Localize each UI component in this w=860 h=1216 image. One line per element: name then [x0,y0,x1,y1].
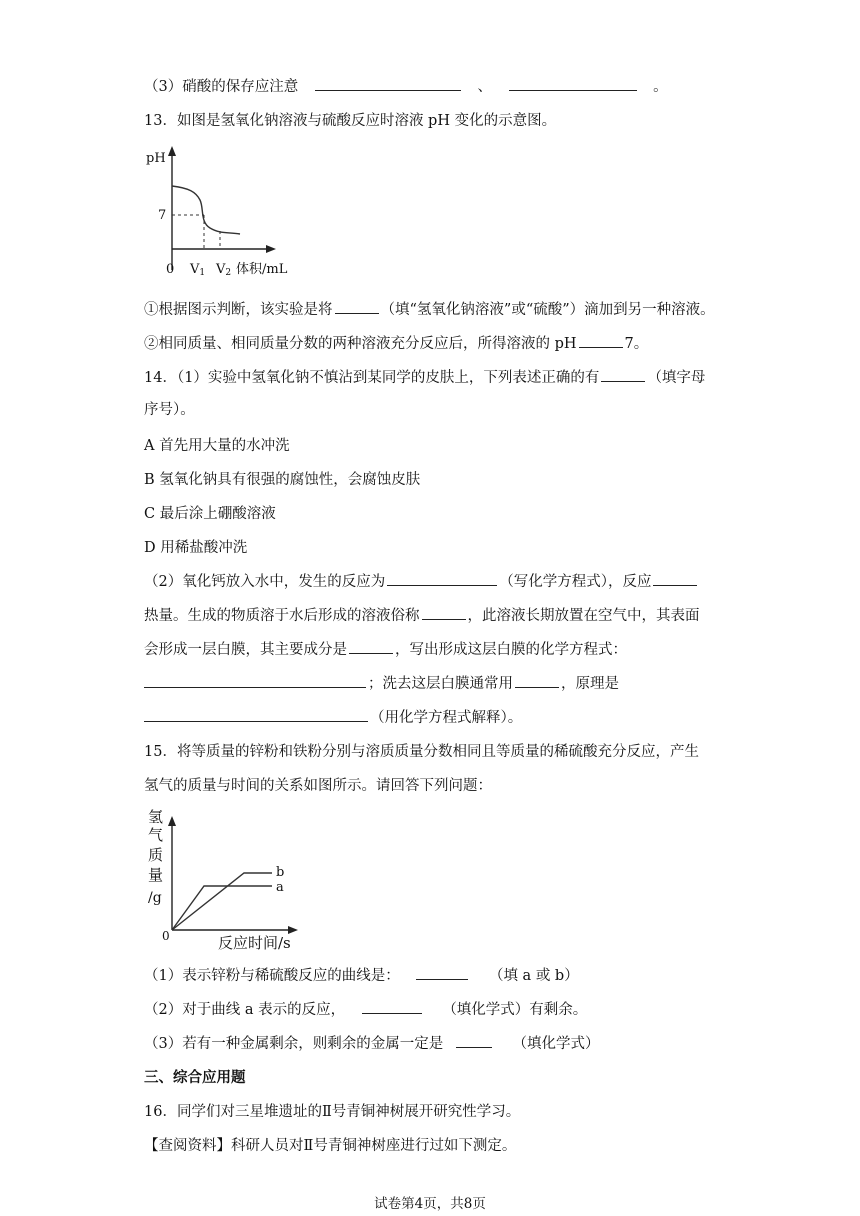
answer-blank[interactable] [601,367,645,382]
answer-blank[interactable] [315,76,461,91]
answer-blank[interactable] [387,571,497,586]
answer-blank[interactable] [349,639,393,654]
q14-part2-line1: （2）氧化钙放入水中，发生的反应为 （写化学方程式），反应 [144,570,699,591]
answer-blank[interactable] [144,707,368,722]
answer-blank[interactable] [515,673,559,688]
q15-part3: （3）若有一种金属剩余，则剩余的金属一定是 （填化学式） [144,1032,599,1053]
y-label-char: 量 [148,866,164,884]
q14-part1-cont: 序号）。 [144,402,195,418]
volume-axis-label: 体积/mL [236,262,288,277]
ph-axis-label: pH [146,151,166,166]
answer-blank[interactable] [416,965,468,980]
q13-part1: ①根据图示判断，该实验是将 （填“氢氧化钠溶液”或“硫酸”）滴加到另一种溶液。 [144,298,715,319]
q14-option-b: B 氢氧化钠具有很强的腐蚀性，会腐蚀皮肤 [144,472,421,488]
y-label-char: 气 [148,826,164,844]
v1-label: V1 [190,262,206,278]
q12-part3: （3）硝酸的保存应注意 、 。 [144,75,668,96]
answer-blank[interactable] [456,1033,492,1048]
ph-seven-label: 7 [158,208,167,223]
y-label-char: 氢 [148,808,164,826]
origin-label: 0 [162,929,170,943]
q14-part2-line2: 热量。生成的物质溶于水后形成的溶液俗称 ，此溶液长期放置在空气中，其表面 [144,604,700,625]
hydrogen-mass-figure [144,804,314,958]
answer-blank[interactable] [579,333,623,348]
answer-blank[interactable] [509,76,637,91]
q15-part1: （1）表示锌粉与稀硫酸反应的曲线是： （填 a 或 b） [144,964,579,985]
q14-part1: 14．（1）实验中氢氧化钠不慎沾到某同学的皮肤上，下列表述正确的有 （填字母 [144,366,705,387]
q14-option-d: D 用稀盐酸冲洗 [144,540,248,556]
q14-part2-line4: ；洗去这层白膜通常用 ，原理是 [144,672,619,693]
answer-blank[interactable] [653,571,697,586]
q15-stem-2: 氢气的质量与时间的关系如图所示。请回答下列问题： [144,778,492,794]
q13-stem: 13．如图是氢氧化钠溶液与硫酸反应时溶液 pH 变化的示意图。 [144,113,557,129]
section-heading: 三、综合应用题 [144,1069,246,1086]
answer-blank[interactable] [144,673,366,688]
q13-part2: ②相同质量、相同质量分数的两种溶液充分反应后，所得溶液的 pH 7。 [144,332,648,353]
q16-info: 【查阅资料】科研人员对Ⅱ号青铜神树座进行过如下测定。 [144,1138,517,1154]
q14-option-c: C 最后涂上硼酸溶液 [144,506,276,522]
q14-part2-line3: 会形成一层白膜，其主要成分是 ，写出形成这层白膜的化学方程式： [144,638,627,659]
time-axis-label: 反应时间/s [218,934,291,952]
y-label-char: /g [148,890,162,906]
answer-blank[interactable] [422,605,466,620]
curve-a-label: a [276,880,284,895]
page-footer: 试卷第4页，共8页 [374,1196,486,1212]
q15-stem-1: 15．将等质量的锌粉和铁粉分别与溶质质量分数相同且等质量的稀硫酸充分反应，产生 [144,744,699,760]
ph-curve-figure [144,142,304,286]
answer-blank[interactable] [362,999,422,1014]
q16-stem: 16．同学们对三星堆遗址的Ⅱ号青铜神树展开研究性学习。 [144,1104,521,1120]
curve-b-label: b [276,865,285,880]
origin-label: 0 [166,262,175,277]
answer-blank[interactable] [335,299,379,314]
q14-option-a: A 首先用大量的水冲洗 [144,438,290,454]
v2-label: V2 [216,262,232,278]
q15-part2: （2）对于曲线 a 表示的反应， （填化学式）有剩余。 [144,998,587,1019]
q14-part2-line5: （用化学方程式解释）。 [144,706,522,727]
y-label-char: 质 [148,846,164,864]
